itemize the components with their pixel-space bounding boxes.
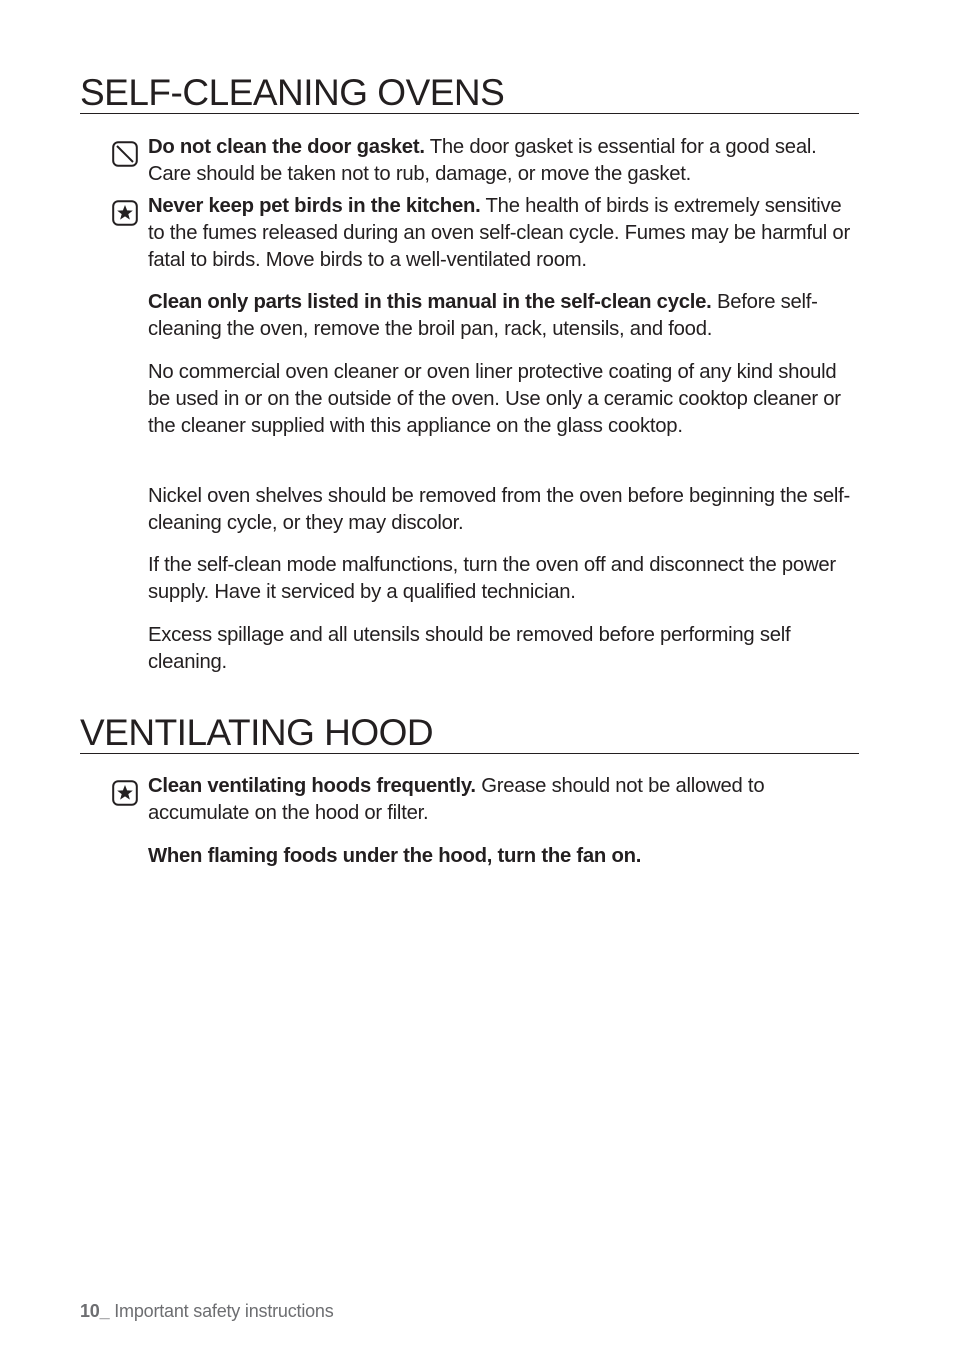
section-title-self-cleaning-ovens: SELF-CLEANING OVENS (80, 73, 859, 114)
paragraph-self-clean-malfunction (148, 552, 863, 606)
paragraph-text: The door gasket is essential for a good seal. Care should be taken not to rub, damage, or move the gasket. (148, 136, 817, 185)
footer-label: Important safety instructions (114, 1301, 334, 1321)
paragraph-text: The health of birds is extremely sensitive to the fumes released during an oven self-clean cycle. Fumes may be harmful or fatal to birds. Move birds to a well-ventilated room. (148, 195, 850, 271)
paragraph-text: Nickel oven shelves should be removed from the oven before beginning the self-cleaning cycle, or they may discolor. (148, 485, 851, 534)
paragraph-text: If the self-clean mode malfunctions, turn the oven off and disconnect the power supply. Have it serviced by a qualified technician. (148, 554, 836, 603)
paragraph-text: No commercial oven cleaner or oven liner protective coating of any kind should be used in or on the outside of the oven. Use only a ceramic cooktop cleaner or the cleaner supplied with this appliance on the glass cooktop. (148, 361, 841, 437)
paragraph-clean-only-parts (148, 289, 863, 343)
page-number: 10_ (80, 1301, 110, 1321)
paragraph-lead: Clean ventilating hoods frequently. (148, 775, 476, 797)
paragraph-door-gasket (148, 134, 863, 188)
paragraph-text: Excess spillage and all utensils should be removed before performing self cleaning. (148, 624, 791, 673)
star-icon (112, 200, 138, 226)
paragraph-lead: Do not clean the door gasket. (148, 136, 425, 158)
prohibited-icon (112, 141, 138, 167)
paragraph-clean-hoods (148, 773, 863, 827)
paragraph-lead: When flaming foods under the hood, turn the fan on. (148, 845, 642, 867)
paragraph-lead: Clean only parts listed in this manual in the self-clean cycle. (148, 291, 712, 313)
section-title-ventilating-hood: VENTILATING HOOD (80, 713, 859, 754)
star-icon (112, 780, 138, 806)
paragraph-no-commercial-cleaner (148, 359, 863, 440)
paragraph-excess-spillage (148, 622, 863, 676)
paragraph-nickel-shelves (148, 483, 863, 537)
page-footer (80, 1299, 334, 1323)
paragraph-flaming-foods (148, 843, 863, 870)
paragraph-text: Grease should not be allowed to accumulate on the hood or filter. (148, 775, 765, 824)
paragraph-text: Before self-cleaning the oven, remove the broil pan, rack, utensils, and food. (148, 291, 818, 340)
paragraph-pet-birds (148, 193, 863, 274)
paragraph-lead: Never keep pet birds in the kitchen. (148, 195, 481, 217)
